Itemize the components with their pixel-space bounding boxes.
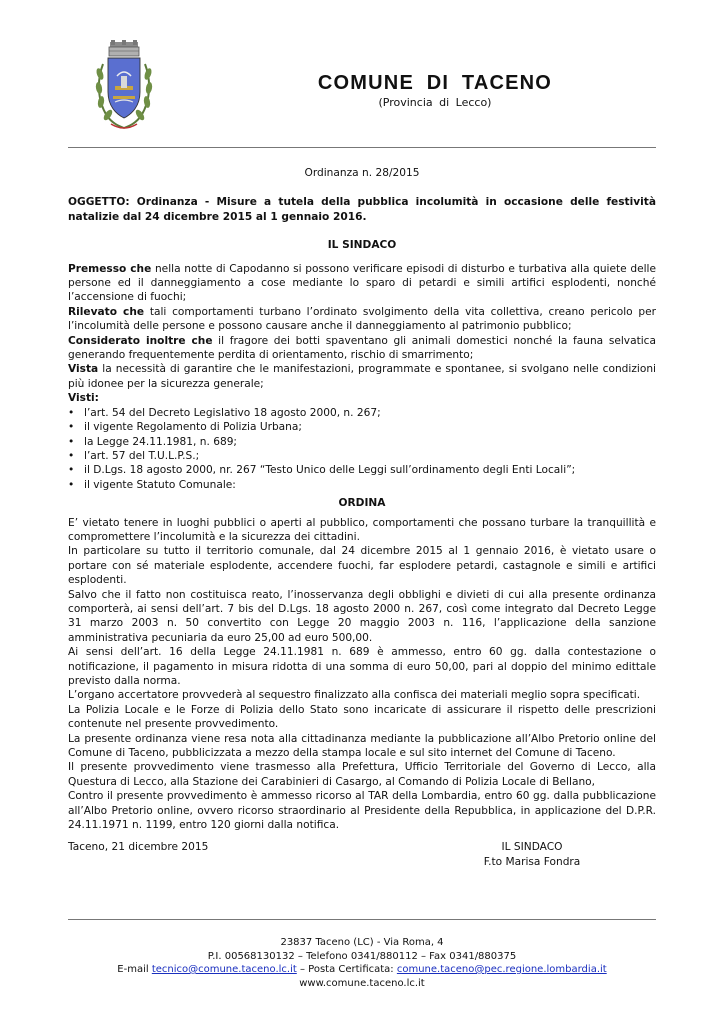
list-item: • l’art. 54 del Decreto Legislativo 18 agosto 2000, n. 267; xyxy=(68,406,656,420)
premessa-label: Vista xyxy=(68,363,99,376)
ordina-paragraph: L’organo accertatore provvederà al sequestro finalizzato alla confisca dei materiali meglio sopra specificati. xyxy=(68,689,641,702)
list-item: • il vigente Statuto Comunale: xyxy=(68,478,656,492)
ordinance-number: Ordinanza n. 28/2015 xyxy=(304,167,420,179)
signature-title: IL SINDACO xyxy=(501,841,563,854)
website-link[interactable]: www.comune.taceno.lc.it xyxy=(299,977,425,989)
sindaco-heading: IL SINDACO xyxy=(327,239,397,252)
premessa-paragraph xyxy=(68,362,656,391)
footer-contacts xyxy=(68,963,656,977)
premessa-label: Premesso che xyxy=(68,262,152,275)
signature-block xyxy=(452,840,612,869)
premessa-paragraph xyxy=(68,262,656,305)
footer-phones: P.I. 00568130132 – Telefono 0341/880112 – Fax 0341/880375 xyxy=(207,950,517,962)
list-item: • la Legge 24.11.1981, n. 689; xyxy=(68,435,656,449)
premessa-label: Rilevato che xyxy=(68,305,145,318)
footer-address: 23837 Taceno (LC) - Via Roma, 4 xyxy=(280,937,444,948)
municipal-crest-icon xyxy=(93,40,155,132)
premessa-text: tali comportamenti turbano l’ordinato svolgimento della vita collettiva, creano pericolo per l’incolumità delle persone e possono causare anche il danneggiamento al patrimonio pubblico; xyxy=(68,305,656,333)
ordina-paragraph: In particolare su tutto il territorio comunale, dal 24 dicembre 2015 al 1 gennaio 2016, è vietato usare o portare con sé materiale esplodente, accendere fuochi, far esplodere petardi, castagnole e simili e artifici esplodenti. xyxy=(68,545,656,587)
ordina-block xyxy=(68,516,656,833)
ordinance-subject: OGGETTO: Ordinanza - Misure a tutela della pubblica incolumità in occasione delle festività natalizie dal 24 dicembre 2015 al 1 gennaio 2016. xyxy=(68,196,656,223)
premessa-text: la necessità di garantire che le manifestazioni, programmate e spontanee, si svolgano nelle condizioni più idonee per la sicurezza generale; xyxy=(68,363,656,390)
ordina-paragraph: La presente ordinanza viene resa nota alla cittadinanza mediante la pubblicazione all’Albo Pretorio online del Comune di Taceno, pubblicizzata a mezzo della stampa locale e sul sito internet del Comune di Taceno. xyxy=(68,732,656,760)
list-item: • il vigente Regolamento di Polizia Urbana; xyxy=(68,420,656,434)
municipality-title: COMUNE DI TACENO xyxy=(317,72,553,94)
email-link[interactable]: tecnico@comune.taceno.lc.it xyxy=(151,964,297,975)
ordina-paragraph: Contro il presente provvedimento è ammesso ricorso al TAR della Lombardia, entro 60 gg. dalla pubblicazione all’Albo Pretorio online, ovvero ricorso straordinario al Presidente della Repubblica, in applicazione del D.P.R. 24.11.1971 n. 1199, entro 120 giorni dalla notifica. xyxy=(68,790,656,832)
header-divider xyxy=(68,147,656,148)
list-item: • il D.Lgs. 18 agosto 2000, nr. 267 “Testo Unico delle Leggi sull’ordinamento degli Enti Locali”; xyxy=(68,463,656,477)
pec-link[interactable]: comune.taceno@pec.regione.lombardia.it xyxy=(396,964,607,975)
list-item: • l’art. 57 del T.U.L.P.S.; xyxy=(68,449,656,463)
premessa-text: il fragore dei botti spaventano gli animali domestici nonché la fauna selvatica generando frequentemente perdita di orientamento, rischio di smarrimento; xyxy=(68,334,656,362)
premessa-label: Considerato inoltre che xyxy=(68,334,213,347)
pec-label: – Posta Certificata: xyxy=(296,964,397,975)
ordina-paragraph: La Polizia Locale e le Forze di Polizia dello Stato sono incaricate di assicurare il rispetto delle prescrizioni contenute nel presente provvedimento. xyxy=(68,703,656,731)
visti-list xyxy=(68,406,656,492)
ordina-paragraph: Ai sensi dell’art. 16 della Legge 24.11.1981 n. 689 è ammesso, entro 60 gg. dalla contestazione o notificazione, il pagamento in misura ridotta di una somma di euro 50,00, pari al doppio del minimo edittale previsto dalla norma. xyxy=(68,646,656,687)
place-date: Taceno, 21 dicembre 2015 xyxy=(68,841,209,854)
ordina-paragraph: Salvo che il fatto non costituisca reato, l’inosservanza degli obblighi e divieti di cui alla presente ordinanza comporterà, ai sensi dell’art. 7 bis del D.Lgs. 18 agosto 2000 n. 267, così come integrato dal Decreto Legge 31 marzo 2003 n. 50 convertito con Legge 20 maggio 2003 n. 116, l’applicazione della sanzione amministrativa pecuniaria da euro 25,00 ad euro 500,00. xyxy=(68,588,656,644)
ordina-heading: ORDINA xyxy=(338,497,386,510)
ordina-paragraph: Il presente provvedimento viene trasmesso alla Prefettura, Ufficio Territoriale del Governo di Lecco, alla Questura di Lecco, alla Stazione dei Carabinieri di Casargo, al Comando di Polizia Locale di Bellano, xyxy=(68,761,656,788)
document-body xyxy=(68,160,656,869)
signature-name: F.to Marisa Fondra xyxy=(483,855,581,868)
province-subtitle: (Provincia di Lecco) xyxy=(378,96,492,109)
signature-row xyxy=(68,840,656,869)
footer-divider xyxy=(68,919,656,920)
premessa-paragraph xyxy=(68,305,656,334)
footer xyxy=(68,936,656,990)
premessa-text: nella notte di Capodanno si possono verificare episodi di disturbo e turbativa alla quiete delle persone ed il danneggiamento a cose mediante lo sparo di petardi e simili artifici esplodenti, nonché l’accensione di fuochi; xyxy=(68,262,657,304)
ordina-paragraph: E’ vietato tenere in luoghi pubblici o aperti al pubblico, comportamenti che possano turbare la tranquillità e compromettere l’incolumità e la sicurezza dei cittadini. xyxy=(68,516,656,543)
email-label: E-mail xyxy=(117,964,152,975)
visti-heading: Visti: xyxy=(68,392,99,405)
premessa-paragraph xyxy=(68,334,656,363)
premesse-block xyxy=(68,262,656,392)
